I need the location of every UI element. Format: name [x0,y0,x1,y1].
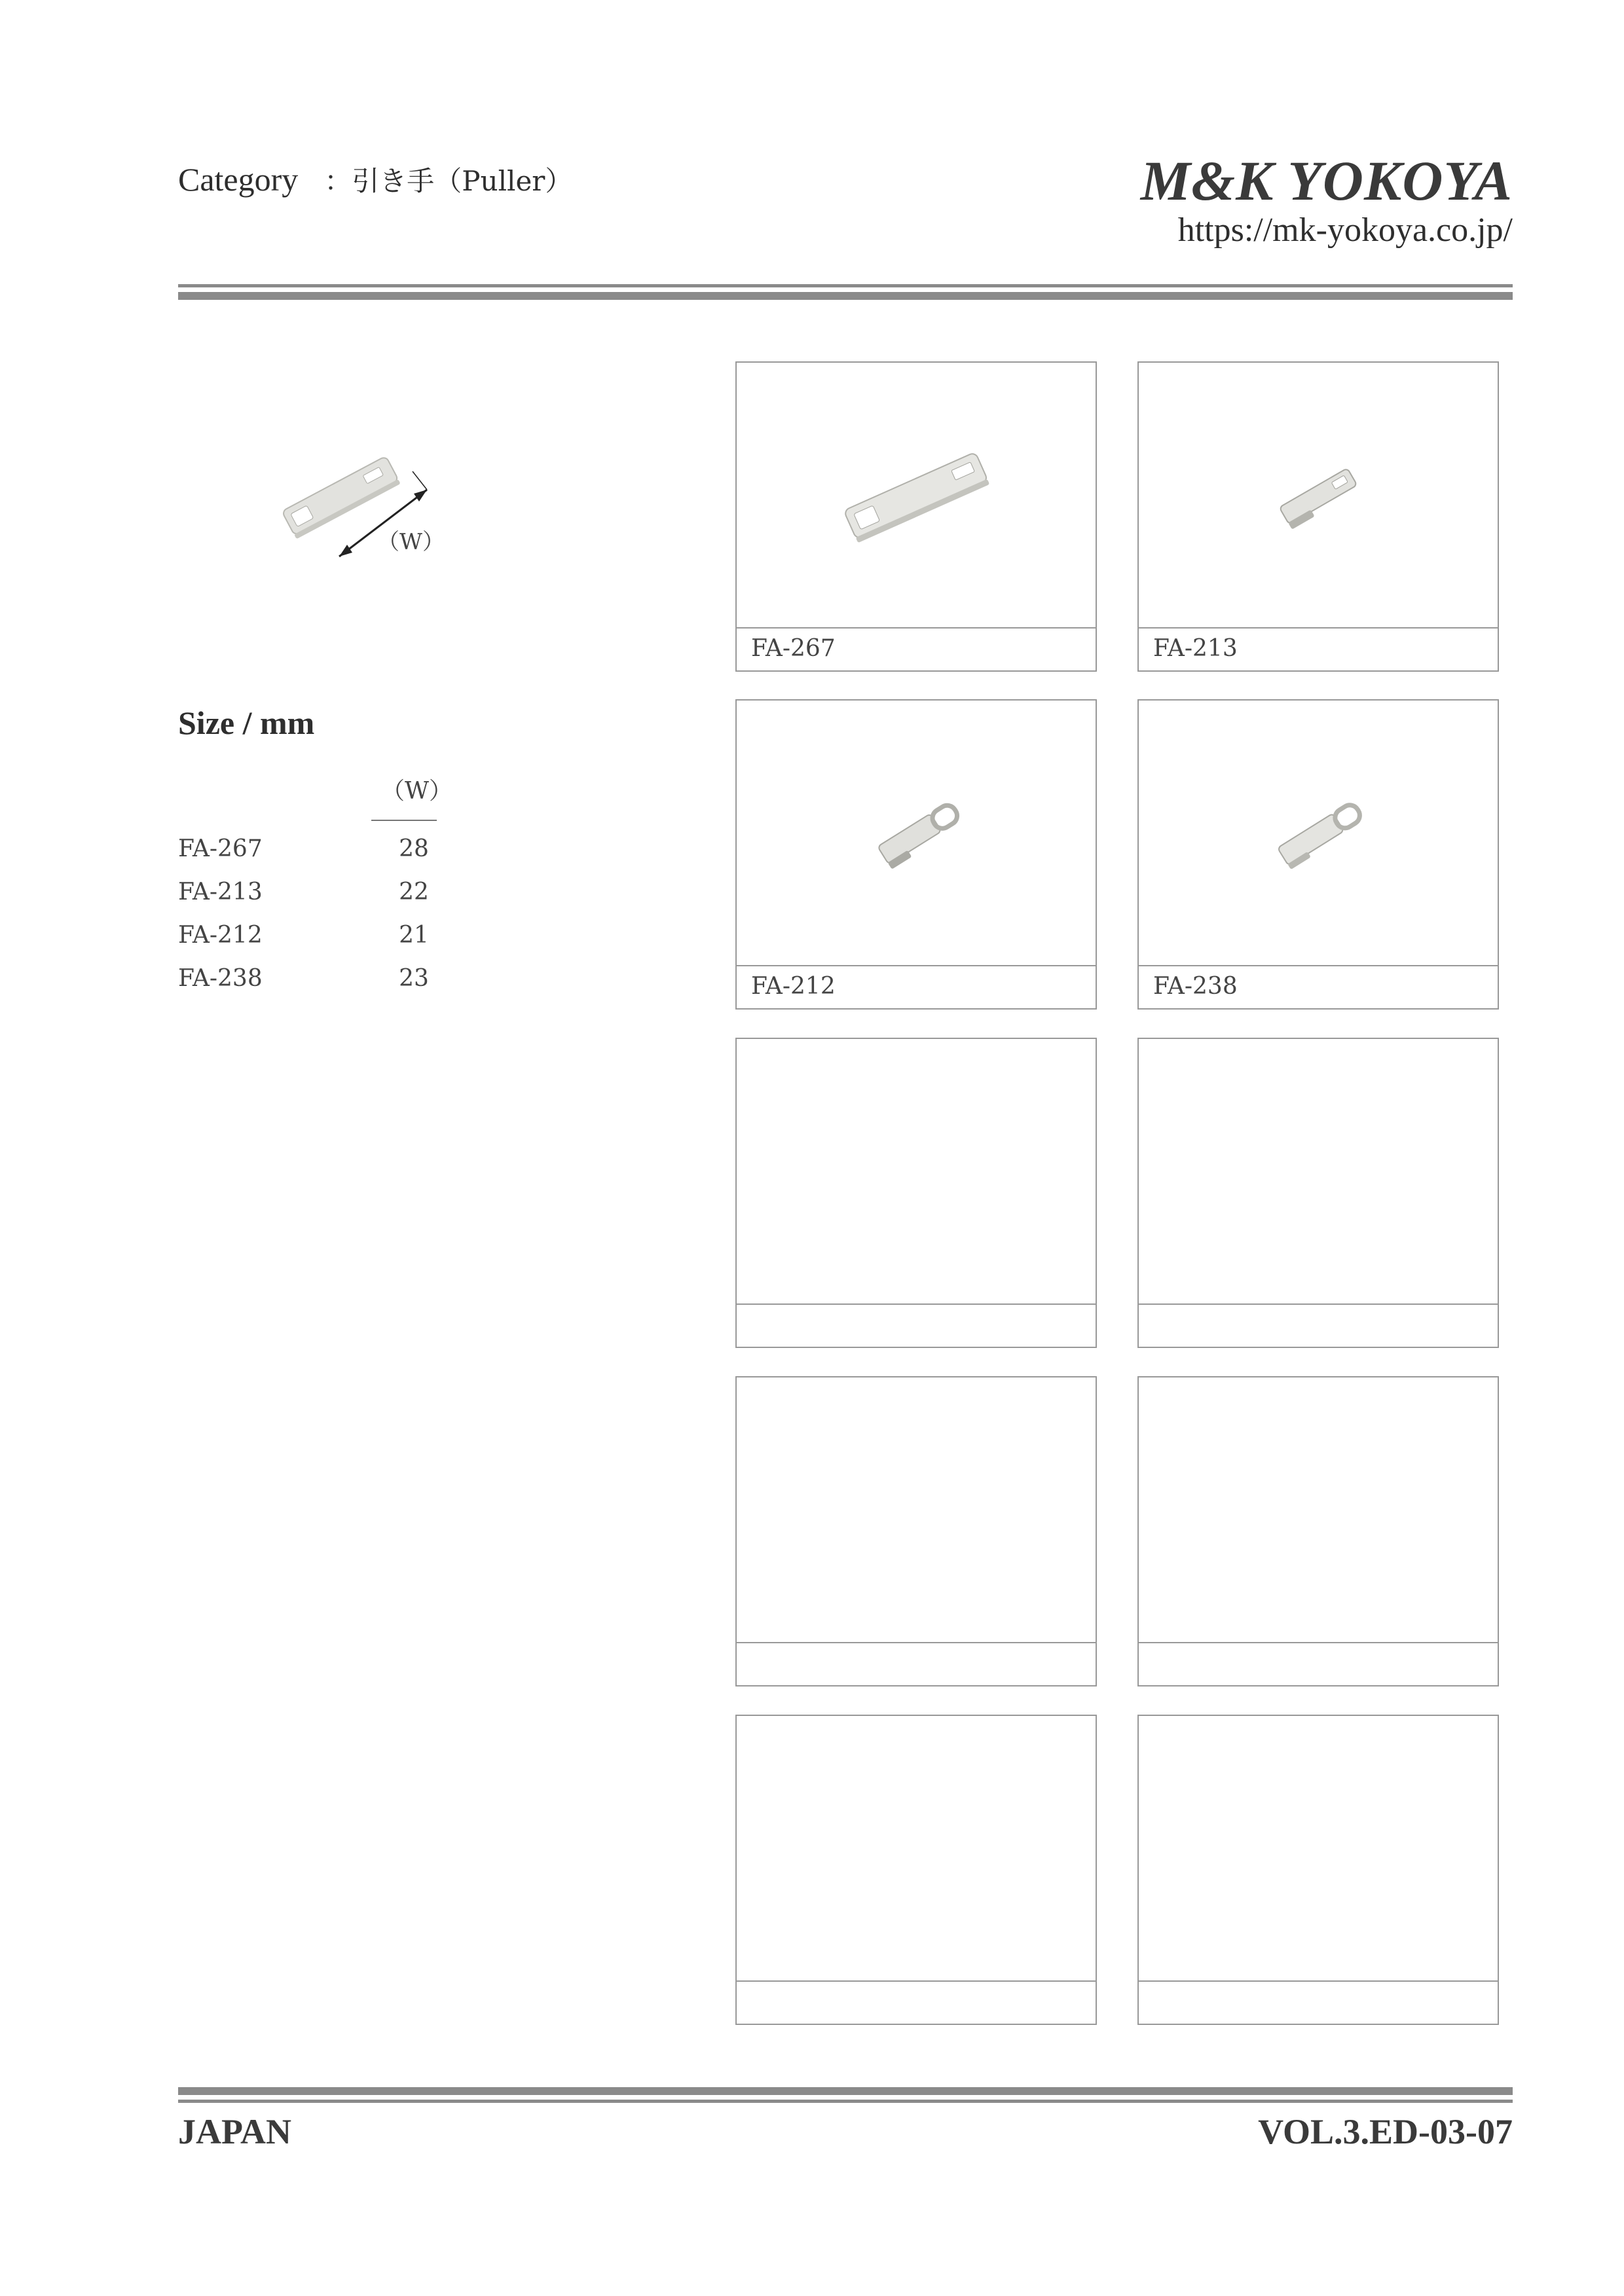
product-card-empty [1137,1376,1499,1686]
table-row: FA-212 21 [178,922,429,949]
product-code: FA-267 [737,627,1096,670]
category-value: ：引き手（Puller） [324,165,573,197]
product-card[interactable] [735,699,1097,1010]
product-card-empty [735,1038,1097,1348]
loop-puller-icon [1253,788,1384,880]
table-row: FA-238 23 [178,965,429,992]
product-card-empty [1137,1038,1499,1348]
product-photo [737,1377,1096,1645]
product-code [737,1642,1096,1685]
product-photo [1139,363,1498,630]
product-card[interactable] [1137,361,1499,672]
table-row: FA-213 22 [178,879,429,905]
footer-country: JAPAN [178,2112,291,2151]
product-code [1139,1303,1498,1347]
slim-puller-icon [1253,450,1384,542]
footer-rule [178,2087,1513,2103]
rectangular-puller-icon [831,444,1001,549]
product-photo [1139,1039,1498,1306]
website-link[interactable]: https://mk-yokoya.co.jp/ [1177,211,1513,249]
product-code: FA-213 [1139,627,1498,670]
header-rule [178,284,1513,300]
product-card[interactable] [1137,699,1499,1010]
column-header-w: （W） [381,778,453,805]
product-code [1139,1642,1498,1685]
puller-diagram-icon [262,432,485,576]
product-code [737,1303,1096,1347]
table-row: FA-267 28 [178,835,429,862]
brand-logo: M&K YOKOYA [1140,149,1513,212]
product-card-empty [735,1715,1097,2025]
footer-volume: VOL.3.ED-03-07 [1258,2112,1513,2151]
product-code: FA-212 [737,965,1096,1008]
product-code [737,1980,1096,2024]
product-photo [737,363,1096,630]
column-underline [371,820,437,821]
product-photo [737,1716,1096,1983]
product-photo [1139,701,1498,968]
product-photo [737,701,1096,968]
product-code: FA-238 [1139,965,1498,1008]
clipped-row [178,998,453,1010]
size-title: Size / mm [178,704,315,741]
loop-puller-icon [851,788,982,880]
product-code [1139,1980,1498,2024]
dimension-diagram [262,432,485,576]
product-card[interactable] [735,361,1097,672]
product-photo [1139,1377,1498,1645]
product-card-empty [1137,1715,1499,2025]
dimension-label: （W） [377,529,445,555]
product-card-empty [735,1376,1097,1686]
category-line [178,160,572,199]
product-photo [1139,1716,1498,1983]
category-label: Category [178,161,299,198]
product-photo [737,1039,1096,1306]
